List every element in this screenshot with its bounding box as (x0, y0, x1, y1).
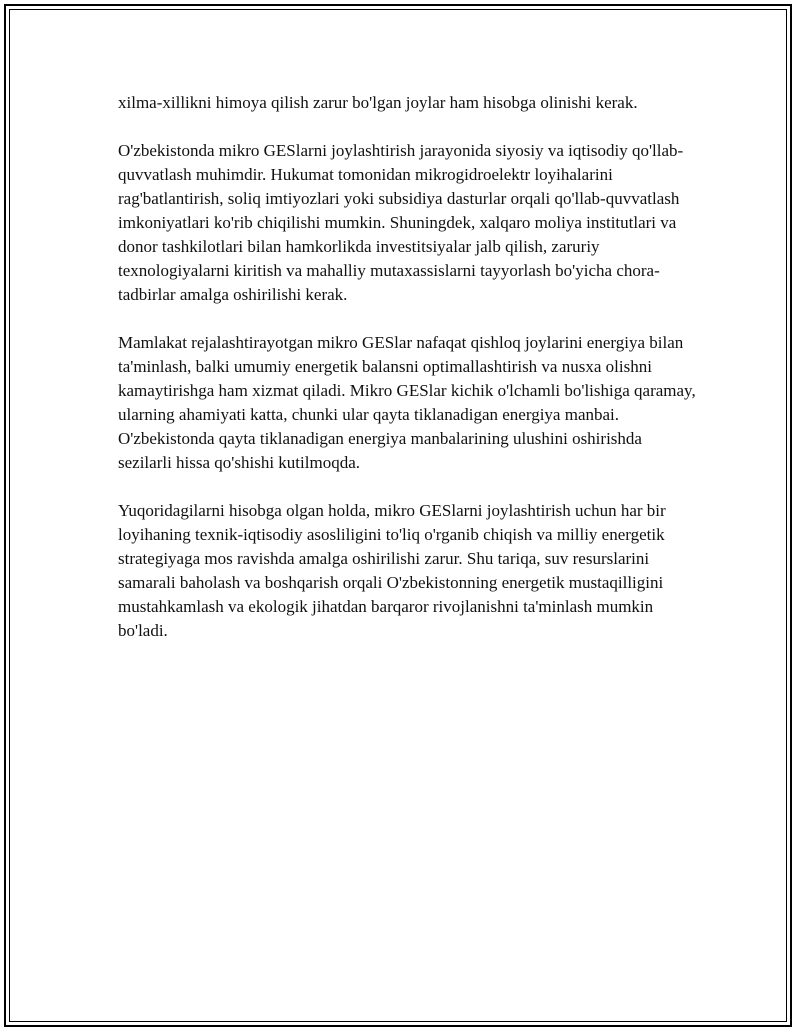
document-body (118, 91, 698, 667)
paragraph-3: Mamlakat rejalashtirayotgan mikro GESlar nafaqat qishloq joylarini energiya bilan ta'minlash, balki umumiy energetik balansni optimallashtirish va nusxa olishni kamaytirishga ham xizmat qiladi. Mikro GESlar kichik o'lchamli bo'lishiga qaramay, ularning ahamiyati katta, chunki ular qayta tiklanadigan energiya manbai. O'zbekistonda qayta tiklanadigan energiya manbalarining ulushini oshirishda sezilarli hissa qo'shishi kutilmoqda. (118, 333, 696, 472)
paragraph-4: Yuqoridagilarni hisobga olgan holda, mikro GESlarni joylashtirish uchun har bir loyihaning texnik-iqtisodiy asosliligini to'liq o'rganib chiqish va milliy energetik strategiyaga mos ravishda amalga oshirilishi zarur. Shu tariqa, suv resurslarini samarali baholash va boshqarish orqali O'zbekistonning energetik mustaqilligini mustahkamlash va ekologik jihatdan barqaror rivojlanishni ta'minlash mumkin bo'ladi. (118, 501, 666, 640)
paragraph-2: O'zbekistonda mikro GESlarni joylashtirish jarayonida siyosiy va iqtisodiy qo'llab-quvvatlash muhimdir. Hukumat tomonidan mikrogidroelektr loyihalarini rag'batlantirish, soliq imtiyozlari yoki subsidiya dasturlar orqali qo'llab-quvvatlash imkoniyatlari ko'rib chiqilishi mumkin. Shuningdek, xalqaro moliya institutlari va donor tashkilotlari bilan hamkorlikda investitsiyalar jalb qilish, zaruriy texnologiyalarni kiritish va mahalliy mutaxassislarni tayyorlash bo'yicha chora-tadbirlar amalga oshirilishi kerak. (118, 141, 684, 304)
paragraph-1: xilma-xillikni himoya qilish zarur bo'lgan joylar ham hisobga olinishi kerak. (118, 93, 638, 112)
